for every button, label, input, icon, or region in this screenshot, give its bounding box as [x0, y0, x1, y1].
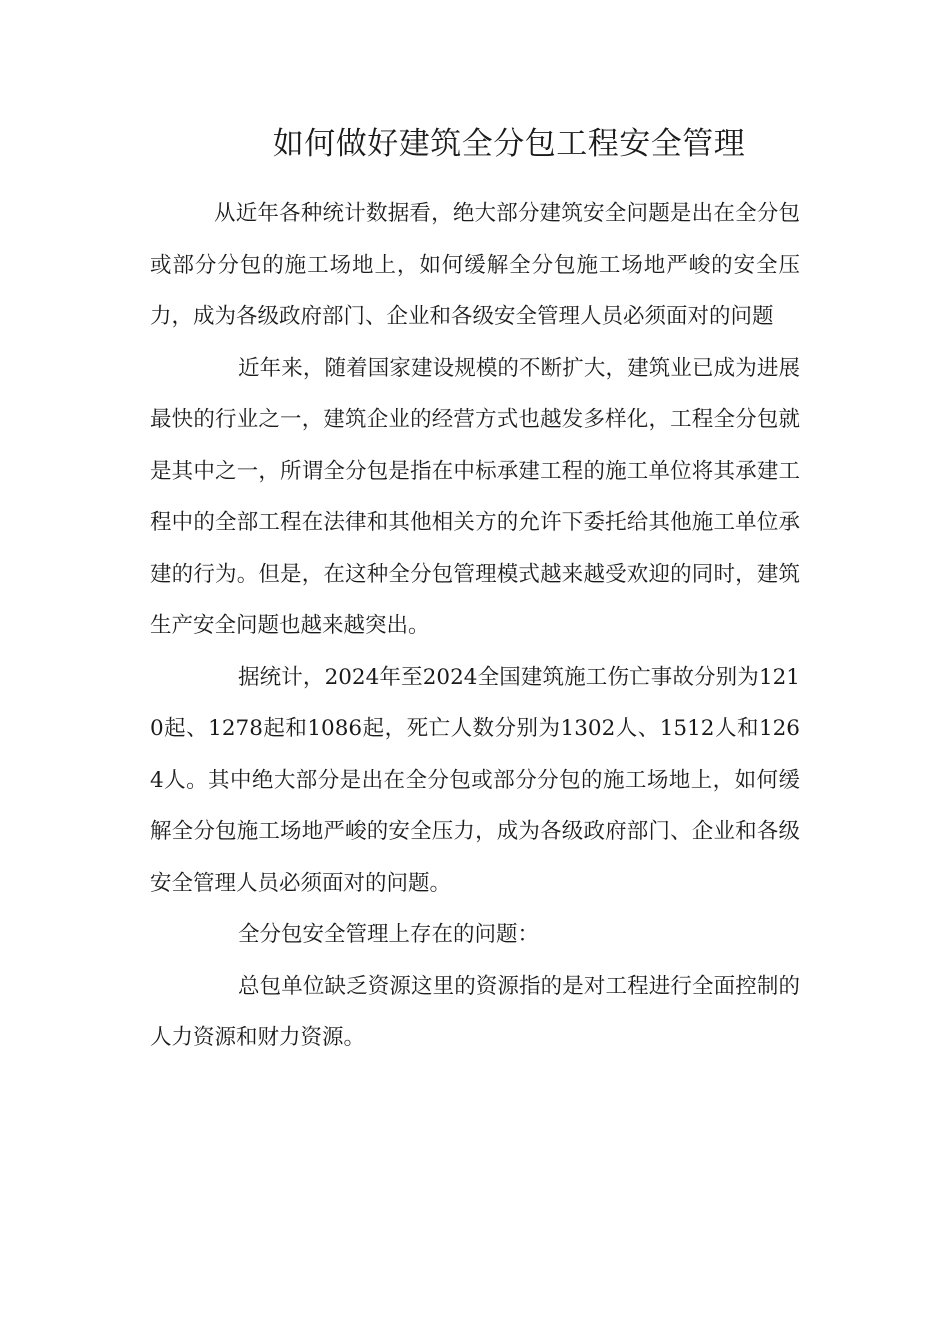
paragraph-statistics: 据统计，2024年至2024全国建筑施工伤亡事故分别为1210起、1278起和1086起，死亡人数分别为1302人、1512人和1264人。其中绝大部分是出在全分包或部分分包的施工场地上，如何缓解全分包施工场地严峻的安全压力，成为各级政府部门、企业和各级安全管理人员必须面对的问题。 [150, 664, 800, 896]
paragraph-resources: 总包单位缺乏资源这里的资源指的是对工程进行全面控制的人力资源和财力资源。 [150, 973, 800, 1050]
document-body [150, 188, 800, 1064]
paragraph-intro: 从近年各种统计数据看，绝大部分建筑安全问题是出在全分包或部分分包的施工场地上，如何缓解全分包施工场地严峻的安全压力，成为各级政府部门、企业和各级安全管理人员必须面对的问题 [150, 201, 800, 329]
paragraph-problems-heading: 全分包安全管理上存在的问题： [238, 922, 540, 947]
paragraph-background: 近年来，随着国家建设规模的不断扩大，建筑业已成为进展最快的行业之一，建筑企业的经营方式也越发多样化，工程全分包就是其中之一，所谓全分包是指在中标承建工程的施工单位将其承建工程中的全部工程在法律和其他相关方的允许下委托给其他施工单位承建的行为。但是，在这种全分包管理模式越来越受欢迎的同时，建筑生产安全问题也越来越突出。 [150, 355, 800, 638]
document-title: 如何做好建筑全分包工程安全管理 [272, 126, 746, 162]
